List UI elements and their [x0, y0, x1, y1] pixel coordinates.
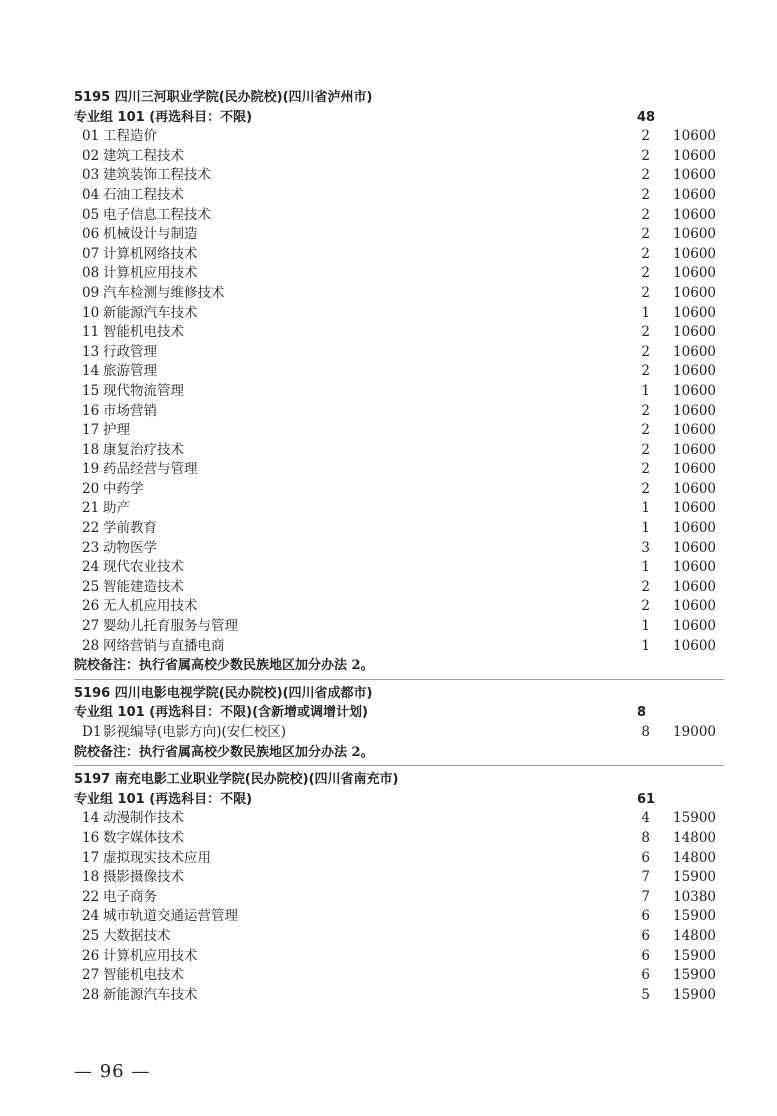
- plan-count: 1: [641, 618, 650, 635]
- major-code: 27: [82, 967, 100, 984]
- major-code: 09: [82, 284, 100, 301]
- tuition-fee: 10600: [673, 441, 716, 458]
- major-code: 18: [82, 441, 100, 458]
- plan-count: 4: [641, 810, 650, 827]
- school-note: 院校备注：执行省属高校少数民族地区加分办法 2。: [74, 744, 374, 760]
- plan-count: 2: [641, 167, 650, 184]
- major-name: 新能源汽车技术: [103, 986, 198, 1003]
- major-name: 药品经营与管理: [103, 461, 198, 478]
- major-code: 06: [82, 226, 100, 243]
- major-group-label: 专业组 101 (再选科目：不限): [74, 791, 253, 807]
- plan-count: 7: [641, 888, 650, 905]
- plan-count: 1: [641, 500, 650, 517]
- major-code: 28: [82, 637, 100, 654]
- major-row: [74, 127, 724, 147]
- major-row: [74, 362, 724, 382]
- plan-count: 2: [641, 186, 650, 203]
- plan-count: 6: [641, 908, 650, 925]
- school-title: 5197 南充电影工业职业学院(民办院校)(四川省南充市): [74, 772, 399, 788]
- plan-count: 2: [641, 480, 650, 497]
- major-row: [74, 147, 724, 167]
- tuition-fee: 10600: [673, 578, 716, 595]
- major-name: 中药学: [103, 480, 144, 497]
- tuition-fee: 19000: [673, 724, 716, 740]
- major-row: [74, 402, 724, 422]
- major-row: [74, 829, 724, 849]
- plan-count: 2: [641, 402, 650, 419]
- tuition-fee: 10600: [673, 637, 716, 654]
- major-row: [74, 927, 724, 947]
- school-section: [74, 88, 724, 676]
- major-name: 市场营销: [103, 402, 157, 419]
- major-row: [74, 947, 724, 967]
- plan-count: 1: [641, 637, 650, 654]
- school-note: 院校备注：执行省属高校少数民族地区加分办法 2。: [74, 658, 374, 674]
- plan-count: 2: [641, 363, 650, 380]
- major-name: 计算机网络技术: [103, 245, 198, 262]
- tuition-fee: 10600: [673, 284, 716, 301]
- tuition-fee: 15900: [673, 967, 716, 984]
- major-code: 16: [82, 829, 100, 846]
- major-name: 计算机应用技术: [103, 265, 198, 282]
- major-group-label: 专业组 101 (再选科目：不限)(含新增或调增计划): [74, 705, 368, 721]
- major-code: 01: [82, 128, 100, 145]
- major-row: [74, 617, 724, 637]
- major-code: 16: [82, 402, 100, 419]
- major-code: 19: [82, 461, 100, 478]
- school-title: 5196 四川电影电视学院(民办院校)(四川省成都市): [74, 685, 373, 701]
- major-row: [74, 382, 724, 402]
- major-code: 24: [82, 908, 100, 925]
- major-row: [74, 966, 724, 986]
- plan-count: 6: [641, 849, 650, 866]
- major-name: 虚拟现实技术应用: [103, 849, 211, 866]
- major-code: 21: [82, 500, 100, 517]
- plan-count: 1: [641, 559, 650, 576]
- major-row: [74, 868, 724, 888]
- tuition-fee: 10600: [673, 128, 716, 145]
- major-name: 动物医学: [103, 539, 157, 556]
- plan-count: 1: [641, 382, 650, 399]
- tuition-fee: 10600: [673, 245, 716, 262]
- major-name: 婴幼儿托育服务与管理: [103, 618, 238, 635]
- tuition-fee: 10600: [673, 206, 716, 223]
- major-row: [74, 539, 724, 559]
- tuition-fee: 15900: [673, 947, 716, 964]
- plan-count: 1: [641, 520, 650, 537]
- tuition-fee: 10600: [673, 598, 716, 615]
- plan-count: 6: [641, 947, 650, 964]
- major-code: 27: [82, 618, 100, 635]
- major-name: 动漫制作技术: [103, 810, 184, 827]
- major-code: 17: [82, 849, 100, 866]
- major-row: [74, 480, 724, 500]
- major-row: [74, 441, 724, 461]
- major-row: [74, 849, 724, 869]
- major-name: 电子商务: [103, 888, 157, 905]
- plan-count: 2: [641, 206, 650, 223]
- major-group-row: [74, 790, 724, 810]
- major-name: 摄影摄像技术: [103, 869, 184, 886]
- tuition-fee: 10600: [673, 226, 716, 243]
- major-name: 机械设计与制造: [103, 226, 198, 243]
- group-plan-count: 48: [637, 109, 656, 125]
- major-name: 网络营销与直播电商: [103, 637, 225, 654]
- school-title: 5195 四川三河职业学院(民办院校)(四川省泸州市): [74, 90, 373, 105]
- plan-count: 2: [641, 265, 650, 282]
- tuition-fee: 10600: [673, 363, 716, 380]
- major-row: [74, 809, 724, 829]
- major-row: [74, 597, 724, 617]
- tuition-fee: 10600: [673, 559, 716, 576]
- major-row: [74, 637, 724, 657]
- major-code: 28: [82, 986, 100, 1003]
- major-code: 03: [82, 167, 100, 184]
- major-row: [74, 323, 724, 343]
- major-code: 10: [82, 304, 100, 321]
- tuition-fee: 10600: [673, 304, 716, 321]
- major-row: [74, 421, 724, 441]
- major-code: 11: [82, 324, 100, 341]
- major-code: 25: [82, 927, 100, 944]
- major-code: 26: [82, 947, 100, 964]
- plan-count: 2: [641, 343, 650, 360]
- major-code: 14: [82, 810, 100, 827]
- major-name: 智能建造技术: [103, 578, 184, 595]
- school-section: [74, 765, 724, 1005]
- major-name: 智能机电技术: [103, 324, 184, 341]
- plan-count: 8: [641, 829, 650, 846]
- section-divider: [74, 765, 724, 766]
- tuition-fee: 10600: [673, 520, 716, 537]
- major-row: [74, 986, 724, 1006]
- group-plan-count: 61: [637, 791, 656, 807]
- major-name: 电子信息工程技术: [103, 206, 211, 223]
- major-row: [74, 264, 724, 284]
- plan-count: 8: [641, 724, 650, 740]
- major-row: [74, 460, 724, 480]
- major-row: [74, 245, 724, 265]
- tuition-fee: 10600: [673, 382, 716, 399]
- major-name: 旅游管理: [103, 363, 157, 380]
- major-group-row: [74, 108, 724, 128]
- major-name: 城市轨道交通运营管理: [103, 908, 238, 925]
- major-code: 18: [82, 869, 100, 886]
- major-row: [74, 519, 724, 539]
- tuition-fee: 10600: [673, 186, 716, 203]
- tuition-fee: 10600: [673, 343, 716, 360]
- major-row: [74, 304, 724, 324]
- major-name: 大数据技术: [103, 927, 171, 944]
- section-divider: [74, 679, 724, 680]
- major-name: 现代农业技术: [103, 559, 184, 576]
- plan-count: 2: [641, 422, 650, 439]
- plan-count: 2: [641, 578, 650, 595]
- plan-count: 2: [641, 147, 650, 164]
- major-code: 22: [82, 520, 100, 537]
- tuition-fee: 10600: [673, 480, 716, 497]
- group-plan-count: 8: [637, 705, 647, 721]
- major-code: 22: [82, 888, 100, 905]
- major-code: 14: [82, 363, 100, 380]
- major-name: 护理: [103, 422, 130, 439]
- major-row: [74, 225, 724, 245]
- major-code: 20: [82, 480, 100, 497]
- tuition-fee: 15900: [673, 869, 716, 886]
- major-name: 学前教育: [103, 520, 157, 537]
- major-row: [74, 284, 724, 304]
- major-name: 计算机应用技术: [103, 947, 198, 964]
- plan-count: 1: [641, 304, 650, 321]
- admission-plan-list: [74, 88, 724, 1005]
- major-code: 15: [82, 382, 100, 399]
- tuition-fee: 10600: [673, 461, 716, 478]
- major-name: 智能机电技术: [103, 967, 184, 984]
- plan-count: 6: [641, 927, 650, 944]
- major-code: 24: [82, 559, 100, 576]
- major-code: D1: [82, 724, 102, 740]
- plan-count: 2: [641, 441, 650, 458]
- major-name: 石油工程技术: [103, 186, 184, 203]
- major-name: 数字媒体技术: [103, 829, 184, 846]
- plan-count: 2: [641, 226, 650, 243]
- major-name: 现代物流管理: [103, 382, 184, 399]
- major-code: 05: [82, 206, 100, 223]
- major-name: 影视编导(电影方向)(安仁校区): [103, 724, 287, 740]
- tuition-fee: 10600: [673, 500, 716, 517]
- major-code: 02: [82, 147, 100, 164]
- tuition-fee: 10380: [673, 888, 716, 905]
- major-name: 工程造价: [103, 128, 157, 145]
- major-name: 无人机应用技术: [103, 598, 198, 615]
- major-row: [74, 206, 724, 226]
- tuition-fee: 10600: [673, 324, 716, 341]
- tuition-fee: 15900: [673, 908, 716, 925]
- plan-count: 6: [641, 967, 650, 984]
- major-row: [74, 186, 724, 206]
- major-name: 汽车检测与维修技术: [103, 284, 225, 301]
- plan-count: 5: [641, 986, 650, 1003]
- tuition-fee: 10600: [673, 167, 716, 184]
- major-row: [74, 558, 724, 578]
- tuition-fee: 10600: [673, 618, 716, 635]
- major-row: [74, 499, 724, 519]
- tuition-fee: 15900: [673, 986, 716, 1003]
- plan-count: 2: [641, 128, 650, 145]
- major-code: 13: [82, 343, 100, 360]
- major-name: 新能源汽车技术: [103, 304, 198, 321]
- school-section: [74, 679, 724, 762]
- plan-count: 2: [641, 324, 650, 341]
- major-row: [74, 723, 724, 743]
- major-code: 23: [82, 539, 100, 556]
- major-code: 25: [82, 578, 100, 595]
- major-row: [74, 578, 724, 598]
- major-row: [74, 166, 724, 186]
- major-name: 康复治疗技术: [103, 441, 184, 458]
- major-row: [74, 907, 724, 927]
- plan-count: 2: [641, 284, 650, 301]
- major-code: 04: [82, 186, 100, 203]
- tuition-fee: 10600: [673, 539, 716, 556]
- major-row: [74, 888, 724, 908]
- plan-count: 2: [641, 598, 650, 615]
- major-name: 助产: [103, 500, 130, 517]
- major-code: 07: [82, 245, 100, 262]
- major-code: 26: [82, 598, 100, 615]
- tuition-fee: 14800: [673, 849, 716, 866]
- plan-count: 7: [641, 869, 650, 886]
- major-name: 行政管理: [103, 343, 157, 360]
- plan-count: 3: [641, 539, 650, 556]
- tuition-fee: 14800: [673, 829, 716, 846]
- tuition-fee: 14800: [673, 927, 716, 944]
- major-code: 17: [82, 422, 100, 439]
- major-group-label: 专业组 101 (再选科目：不限): [74, 109, 253, 125]
- tuition-fee: 15900: [673, 810, 716, 827]
- major-name: 建筑工程技术: [103, 147, 184, 164]
- tuition-fee: 10600: [673, 422, 716, 439]
- major-name: 建筑装饰工程技术: [103, 167, 211, 184]
- major-group-row: [74, 703, 724, 723]
- plan-count: 2: [641, 245, 650, 262]
- major-code: 08: [82, 265, 100, 282]
- major-row: [74, 343, 724, 363]
- tuition-fee: 10600: [673, 265, 716, 282]
- tuition-fee: 10600: [673, 402, 716, 419]
- plan-count: 2: [641, 461, 650, 478]
- page-number: — 96 —: [74, 1061, 151, 1082]
- tuition-fee: 10600: [673, 147, 716, 164]
